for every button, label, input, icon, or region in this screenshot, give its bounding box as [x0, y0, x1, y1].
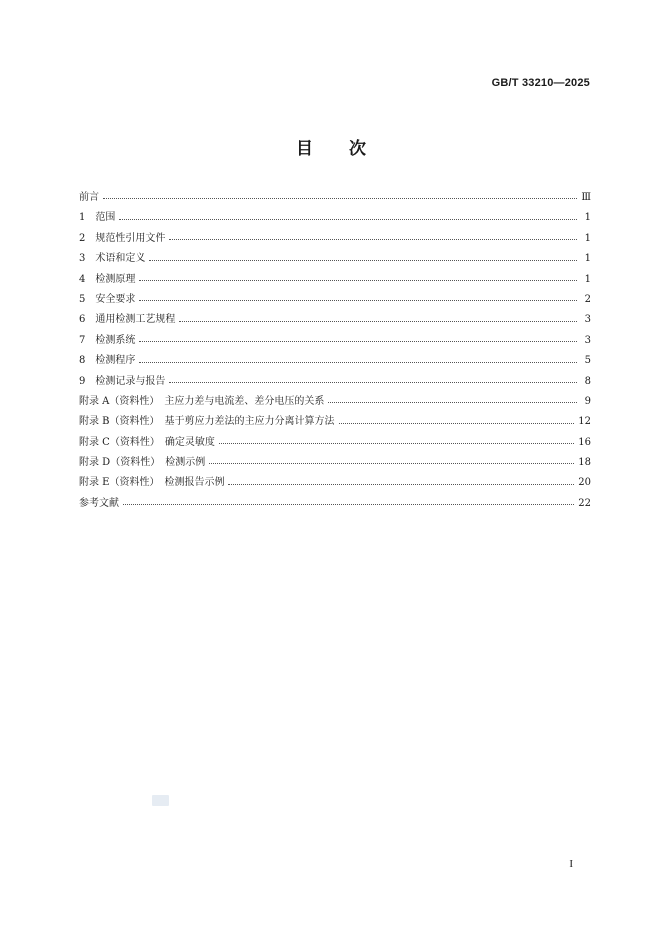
toc-entry-foreword[interactable] [79, 188, 591, 208]
toc-leader-dots [139, 300, 577, 301]
toc-entry-principle[interactable] [79, 270, 591, 290]
toc-entry-label: 前言 [79, 192, 99, 203]
toc-entry-page: 3 [584, 314, 591, 326]
table-of-contents [79, 188, 591, 514]
toc-entry-page: 18 [578, 457, 591, 469]
toc-entry-terms[interactable] [79, 249, 591, 269]
toc-entry-label: 附录 C（资料性） 确定灵敏度 [79, 436, 215, 448]
toc-entry-label: 2 规范性引用文件 [79, 232, 166, 244]
toc-entry-label: 附录 A（资料性） 主应力差与电流差、差分电压的关系 [79, 395, 325, 407]
toc-entry-label: 6 通用检测工艺规程 [79, 314, 176, 326]
toc-entry-annex-c[interactable] [79, 433, 591, 453]
toc-entry-label: 4 检测原理 [79, 273, 136, 285]
toc-entry-page: Ⅲ [581, 192, 591, 203]
toc-entry-annex-b[interactable] [79, 412, 591, 432]
toc-entry-label: 参考文献 [79, 497, 119, 509]
toc-entry-scope[interactable] [79, 208, 591, 228]
toc-entry-label: 1 范围 [79, 212, 116, 224]
toc-entry-system[interactable] [79, 331, 591, 351]
toc-entry-page: 16 [578, 436, 591, 448]
toc-leader-dots [228, 484, 574, 485]
toc-leader-dots [179, 321, 577, 322]
toc-entry-page: 1 [584, 212, 591, 224]
toc-leader-dots [339, 423, 575, 424]
page-title-char-2: 次 [349, 139, 366, 159]
toc-leader-dots [209, 463, 574, 464]
toc-leader-dots [169, 239, 577, 240]
toc-entry-records[interactable] [79, 372, 591, 392]
toc-leader-dots [169, 382, 577, 383]
toc-entry-bibliography[interactable] [79, 494, 591, 514]
toc-leader-dots [103, 198, 577, 199]
toc-entry-page: 22 [578, 497, 591, 509]
toc-entry-label: 附录 E（资料性） 检测报告示例 [79, 477, 225, 489]
page-title [0, 134, 662, 159]
toc-leader-dots [139, 341, 577, 342]
toc-entry-page: 1 [584, 253, 591, 265]
toc-entry-normative-references[interactable] [79, 229, 591, 249]
toc-leader-dots [328, 402, 577, 403]
toc-entry-annex-d[interactable] [79, 453, 591, 473]
toc-entry-label: 8 检测程序 [79, 355, 136, 367]
toc-entry-page: 20 [578, 477, 591, 489]
toc-entry-page: 1 [584, 273, 591, 285]
toc-entry-label: 9 检测记录与报告 [79, 375, 166, 387]
toc-entry-annex-a[interactable] [79, 392, 591, 412]
toc-entry-page: 2 [584, 293, 591, 305]
toc-entry-page: 9 [584, 395, 591, 407]
toc-entry-annex-e[interactable] [79, 473, 591, 493]
toc-leader-dots [139, 280, 577, 281]
page-number: I [569, 858, 573, 870]
toc-leader-dots [149, 260, 577, 261]
toc-entry-procedure[interactable] [79, 351, 591, 371]
page-title-char-1: 目 [296, 139, 313, 159]
toc-entry-safety[interactable] [79, 290, 591, 310]
toc-entry-label: 附录 D（资料性） 检测示例 [79, 457, 206, 469]
faint-watermark-stamp [152, 795, 169, 806]
toc-entry-general-procedure[interactable] [79, 310, 591, 330]
toc-entry-page: 5 [584, 355, 591, 367]
toc-entry-label: 5 安全要求 [79, 293, 136, 305]
toc-entry-label: 7 检测系统 [79, 334, 136, 346]
toc-leader-dots [139, 362, 577, 363]
toc-leader-dots [219, 443, 574, 444]
toc-entry-label: 附录 B（资料性） 基于剪应力差法的主应力分离计算方法 [79, 416, 335, 428]
toc-entry-page: 12 [578, 416, 591, 428]
toc-leader-dots [119, 219, 577, 220]
toc-entry-page: 1 [584, 232, 591, 244]
toc-leader-dots [123, 504, 574, 505]
toc-entry-page: 3 [584, 334, 591, 346]
standard-code: GB/T 33210—2025 [491, 77, 590, 89]
toc-entry-page: 8 [584, 375, 591, 387]
toc-entry-label: 3 术语和定义 [79, 253, 146, 265]
